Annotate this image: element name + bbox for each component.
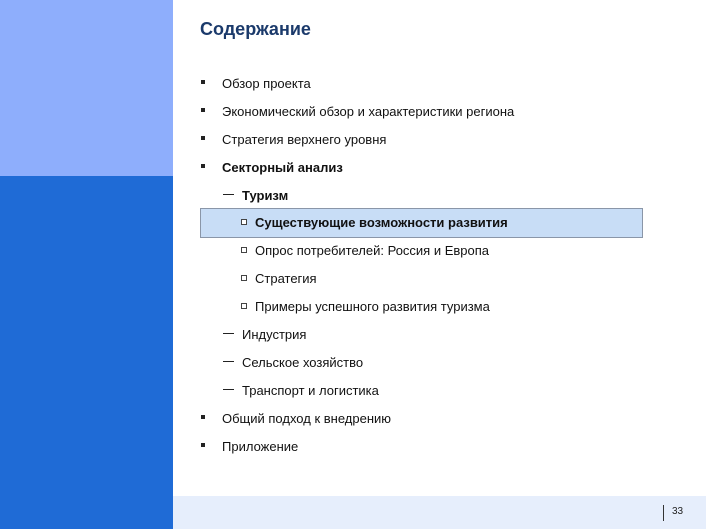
bullet-dash-icon	[223, 361, 234, 362]
page-title: Содержание	[200, 19, 311, 39]
toc-item-strategy[interactable]: Стратегия	[255, 271, 317, 286]
page-number: 33	[672, 506, 684, 517]
footer-band	[173, 496, 706, 529]
bullet-open-square-icon	[241, 247, 247, 253]
toc-item-appendix[interactable]: Приложение	[222, 439, 299, 454]
bullet-square-icon	[201, 415, 205, 419]
toc-item-sector-analysis[interactable]: Секторный анализ	[222, 160, 343, 175]
bullet-dash-icon	[223, 194, 234, 195]
bullet-dash-icon	[223, 389, 234, 390]
sidebar-top-panel	[0, 0, 173, 176]
bullet-square-icon	[201, 136, 205, 140]
toc-item-transport-logistics[interactable]: Транспорт и логистика	[242, 383, 379, 398]
bullet-dash-icon	[223, 333, 234, 334]
bullet-open-square-icon	[241, 303, 247, 309]
toc-item-agriculture[interactable]: Сельское хозяйство	[242, 355, 364, 370]
bullet-open-square-icon	[241, 275, 247, 281]
toc-item-tourism[interactable]: Туризм	[242, 188, 289, 203]
bullet-square-icon	[201, 80, 205, 84]
toc-item-project-overview[interactable]: Обзор проекта	[222, 76, 311, 91]
bullet-square-icon	[201, 443, 205, 447]
bullet-square-icon	[201, 164, 205, 168]
toc-item-tourism-examples[interactable]: Примеры успешного развития туризма	[255, 299, 490, 314]
page-number-divider	[663, 505, 664, 521]
toc-item-implementation-approach[interactable]: Общий подход к внедрению	[222, 411, 392, 426]
bullet-open-square-icon	[241, 219, 247, 225]
toc-item-industry[interactable]: Индустрия	[242, 327, 307, 342]
bullet-square-icon	[201, 108, 205, 112]
toc-item-existing-opportunities[interactable]: Существующие возможности развития	[255, 215, 508, 230]
toc-item-consumer-survey[interactable]: Опрос потребителей: Россия и Европа	[255, 243, 490, 258]
sidebar-bottom-panel	[0, 176, 173, 529]
toc-item-economic-overview[interactable]: Экономический обзор и характеристики региона	[222, 104, 515, 119]
toc-item-top-level-strategy[interactable]: Стратегия верхнего уровня	[222, 132, 387, 147]
